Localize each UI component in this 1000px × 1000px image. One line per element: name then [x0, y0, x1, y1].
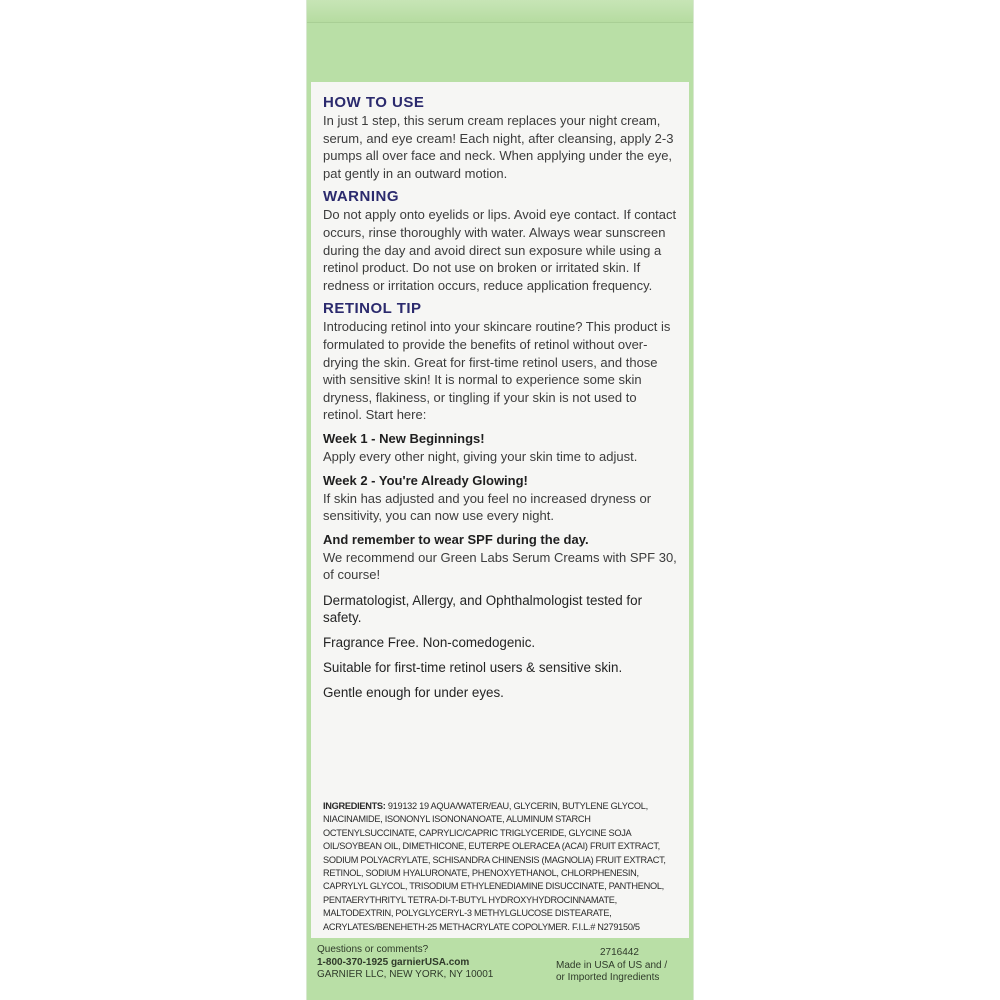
warning-heading: WARNING [323, 188, 399, 206]
claim-tested: Dermatologist, Allergy, and Ophthalmologist tested for safety. [323, 592, 643, 625]
retinol-tip-text: Introducing retinol into your skincare routine? This product is formulated to provide the benefits of retinol without over-drying the skin. Great for first-time retinol users, and those with sensitive skin! It is normal to experience some skin dryness, flakiness, or tingling if your skin is not used to retinol. Start here: [323, 319, 671, 423]
week2-text: If skin has adjusted and you feel no increased dryness or sensitivity, you can now use every night. [323, 490, 652, 524]
claim-gentle: Gentle enough for under eyes. [323, 684, 504, 700]
ingredients-label: INGREDIENTS: [323, 801, 386, 812]
product-box-side-panel [307, 0, 693, 1000]
made-in-line-2: or Imported Ingredients [556, 972, 660, 983]
box-top-flap [307, 0, 693, 23]
claim-suitable: Suitable for first-time retinol users & sensitive skin. [323, 659, 623, 675]
warning-text: Do not apply onto eyelids or lips. Avoid eye contact. If contact occurs, rinse thoroughly with water. Always wear sunscreen during the day and avoid direct sun exposure while using a retinol product. Do not use on broken or irritated skin. If redness or irritation occurs, reduce application frequency. [323, 207, 677, 293]
box-footer [307, 938, 693, 1000]
company-address: GARNIER LLC, NEW YORK, NY 10001 [317, 969, 494, 980]
product-code: 2716442 [600, 947, 639, 958]
phone-web-text: 1-800-370-1925 garnierUSA.com [317, 956, 470, 968]
week2-title: Week 2 - You're Already Glowing! [323, 472, 528, 488]
how-to-use-heading: HOW TO USE [323, 94, 425, 111]
contact-info [317, 944, 493, 982]
claim-fragrance-free: Fragrance Free. Non-comedogenic. [323, 634, 536, 650]
origin-info [556, 947, 681, 985]
retinol-tip-heading: RETINOL TIP [323, 300, 422, 318]
week1-title: Week 1 - New Beginnings! [323, 430, 485, 446]
week1-text: Apply every other night, giving your skin time to adjust. [323, 448, 638, 464]
ingredients-list [323, 800, 667, 934]
ingredients-text: 919132 19 AQUA/WATER/EAU, GLYCERIN, BUTYLENE GLYCOL, NIACINAMIDE, ISONONYL ISONONANOATE, ALUMINUM STARCH OCTENYLSUCCINATE, CAPRYLIC/CAPRIC TRIGLYCERIDE, GLYCINE SOJA OIL/SOYBEAN OIL, DIMETHICONE, EUTERPE OLERACEA (ACAI) FRUIT EXTRACT, SODIUM POLYACRYLATE, SCHISANDRA CHINENSIS (MAGNOLIA) FRUIT EXTRACT, RETINOL, SODIUM HYALURONATE, PHENOXYETHANOL, CHLORPHENESIN, CAPRYLYL GLYCOL, TRISODIUM ETHYLENEDIAMINE DISUCCINATE, PANTHENOL, PENTAERYTHRITYL TETRA-DI-T-BUTYL HYDROXYHYDROCINNAMATE, MALTODEXTRIN, POLYGLYCERYL-3 METHYLGLUCOSE DISTEARATE, ACRYLATES/BENEHETH-25 METHACRYLATE COPOLYMER. F.I.L.# N279150/5 [323, 801, 666, 933]
questions-text: Questions or comments? [317, 944, 429, 955]
made-in-line-1: Made in USA of US and / [556, 959, 668, 971]
instructions-panel [311, 82, 689, 938]
how-to-use-text: In just 1 step, this serum cream replaces your night cream, serum, and eye cream! Each night, after cleansing, apply 2-3 pumps all over face and neck. When applying under the eye, pat gently in an outward motion. [323, 113, 674, 181]
spf-text: We recommend our Green Labs Serum Creams with SPF 30, of course! [323, 549, 677, 583]
spf-title: And remember to wear SPF during the day. [323, 531, 589, 547]
instructions-content [323, 94, 679, 701]
